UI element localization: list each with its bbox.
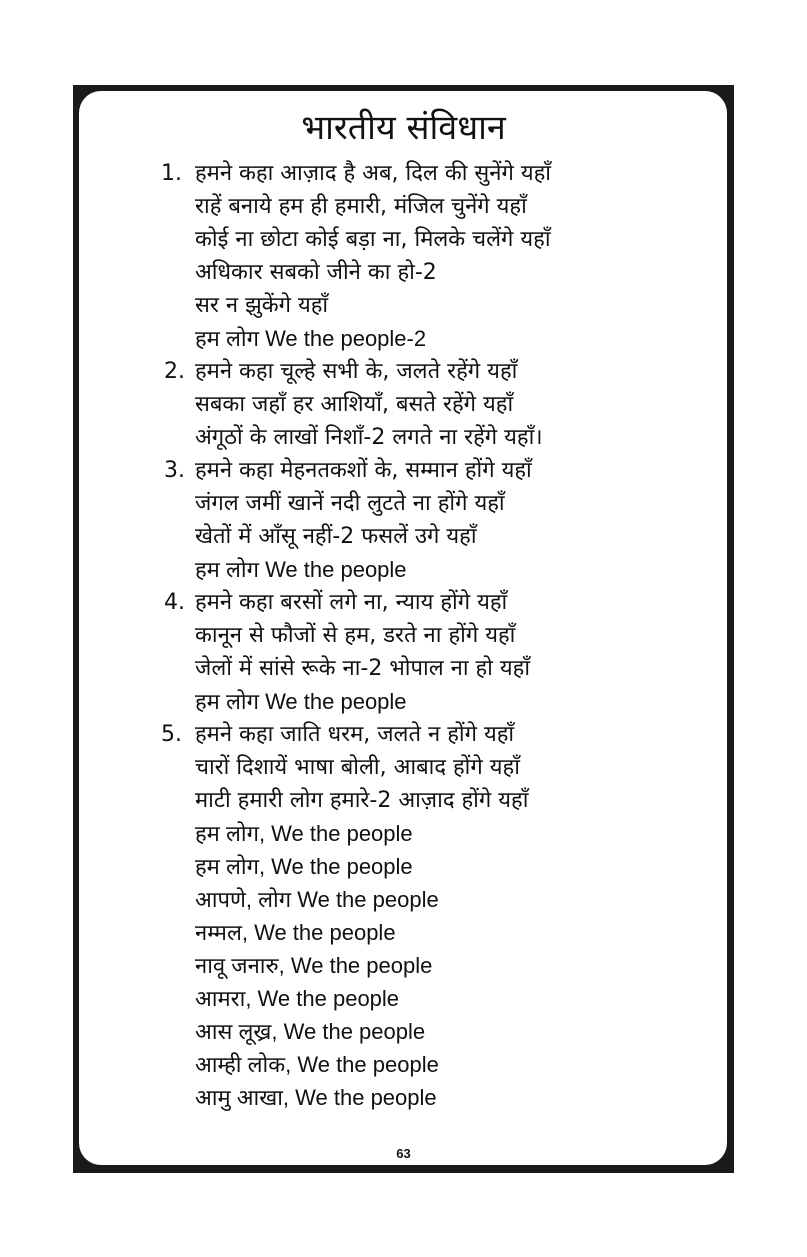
verse-5-line-2: चारों दिशायें भाषा बोली, आबाद होंगे यहाँ (195, 755, 520, 780)
verse-line-text: हमने कहा बरसों लगे ना, न्याय होंगे यहाँ (195, 590, 508, 615)
verse-number: 5. (161, 722, 182, 747)
verse-5-line-9: आमरा, We the people (195, 986, 400, 1011)
verse-3-line-3: खेतों में आँसू नहीं-2 फसलें उगे यहाँ (195, 524, 477, 549)
verse-number: 1. (161, 161, 182, 186)
verse-number: 3. (164, 458, 185, 483)
verse-3-line-4: हम लोग We the people (195, 557, 407, 582)
verse-2-line-2: सबका जहाँ हर आशियाँ, बसते रहेंगे यहाँ (195, 392, 514, 417)
verse-1-line-6: हम लोग We the people-2 (195, 326, 427, 351)
verse-4-line-1 (164, 589, 508, 617)
verse-5-line-11: आम्ही लोक, We the people (195, 1052, 439, 1077)
verse-5-line-8: नावू जनारु, We the people (195, 953, 433, 978)
verse-5-line-10: आस लूख्र, We the people (195, 1019, 426, 1044)
verse-5-line-6: आपणे, लोग We the people (195, 887, 439, 912)
verse-line-text: हमने कहा आज़ाद है अब, दिल की सुनेंगे यहाँ (195, 161, 552, 186)
verse-line-text: हमने कहा चूल्हे सभी के, जलते रहेंगे यहाँ (195, 359, 518, 384)
verse-number: 2. (164, 359, 185, 384)
verse-5-line-3: माटी हमारी लोग हमारे-2 आज़ाद होंगे यहाँ (195, 788, 529, 813)
verse-line-text: हमने कहा जाति धरम, जलते न होंगे यहाँ (195, 722, 515, 747)
page-title: भारतीय संविधान (301, 108, 506, 148)
verse-1-line-4: अधिकार सबको जीने का हो-2 (195, 260, 437, 285)
verse-5-line-12: आमु आखा, We the people (195, 1085, 437, 1110)
page-number: 63 (396, 1146, 411, 1161)
verse-2-line-1 (164, 358, 518, 386)
verse-4-line-4: हम लोग We the people (195, 689, 407, 714)
verse-3-line-1 (164, 457, 532, 485)
verse-1-line-5: सर न झुकेंगे यहाँ (195, 293, 329, 318)
verse-number: 4. (164, 590, 185, 615)
verse-1-line-3: कोई ना छोटा कोई बड़ा ना, मिलके चलेंगे यहाँ (195, 227, 551, 252)
verse-4-line-2: कानून से फौजों से हम, डरते ना होंगे यहाँ (195, 623, 516, 648)
verse-3-line-2: जंगल जमीं खानें नदी लुटते ना होंगे यहाँ (195, 491, 505, 516)
verse-1-line-2: राहें बनाये हम ही हमारी, मंजिल चुनेंगे यहाँ (195, 194, 527, 219)
verse-2-line-3: अंगूठों के लाखों निशाँ-2 लगते ना रहेंगे यहाँ। (195, 425, 543, 450)
verse-1-line-1 (161, 160, 552, 188)
verse-5-line-5: हम लोग, We the people (195, 854, 413, 879)
verse-5-line-7: नम्मल, We the people (195, 920, 396, 945)
verse-5-line-1 (161, 721, 515, 749)
verse-line-text: हमने कहा मेहनतकशों के, सम्मान होंगे यहाँ (195, 458, 532, 483)
verse-5-line-4: हम लोग, We the people (195, 821, 413, 846)
verse-4-line-3: जेलों में सांसे रूके ना-2 भोपाल ना हो यहाँ (195, 656, 531, 681)
